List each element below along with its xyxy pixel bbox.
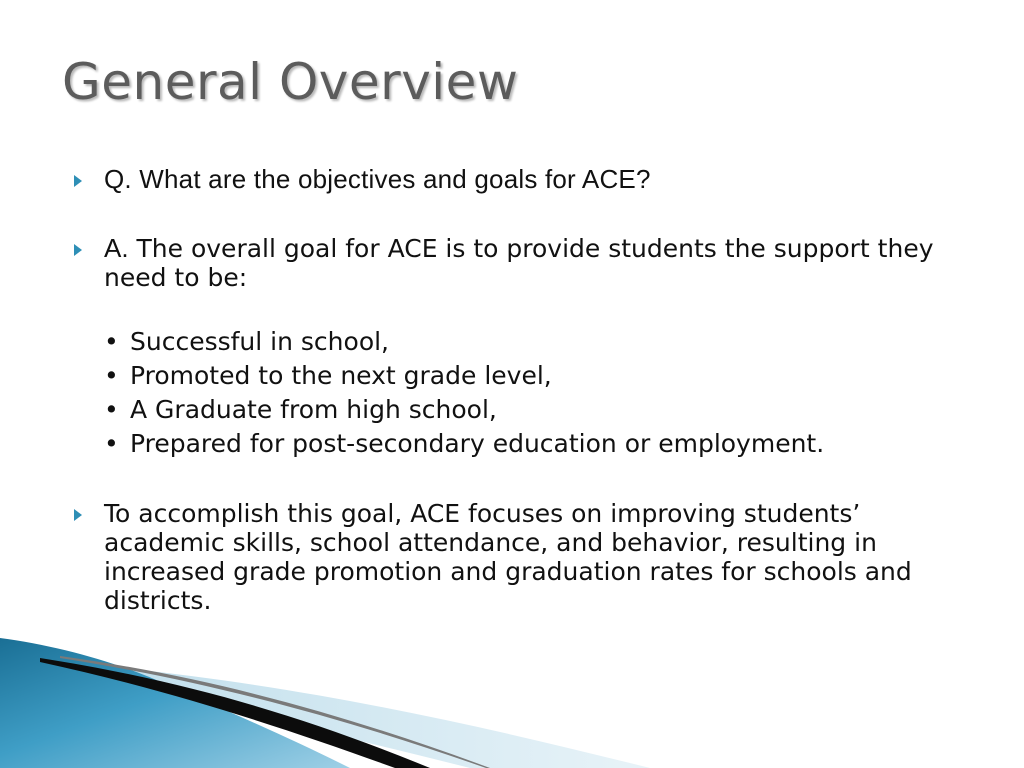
- list-item-text: Prepared for post-secondary education or employment.: [130, 429, 825, 458]
- arrow-bullet-icon: [74, 244, 82, 256]
- list-item: [104, 393, 972, 427]
- list-item-text: Promoted to the next grade level,: [130, 361, 552, 390]
- list-item: [104, 325, 972, 359]
- question-text: Q. What are the objectives and goals for ACE?: [104, 164, 651, 194]
- list-item: [104, 359, 972, 393]
- closing-paragraph: [72, 499, 972, 615]
- answer-label: A.: [104, 233, 129, 263]
- bullet-dot-icon: •: [104, 395, 119, 424]
- goals-list: [104, 325, 972, 461]
- arrow-bullet-icon: [74, 509, 82, 521]
- answer-text: The overall goal for ACE is to provide students the support they need to be:: [104, 234, 934, 292]
- bullet-dot-icon: •: [104, 361, 119, 390]
- slide-title: General Overview: [62, 53, 519, 111]
- slide-content: [72, 165, 972, 615]
- list-item: [104, 427, 972, 461]
- arrow-bullet-icon: [74, 175, 82, 187]
- question-paragraph: [72, 165, 972, 194]
- closing-text: To accomplish this goal, ACE focuses on improving students’ academic skills, school attendance, and behavior, resulting in increased grade promotion and graduation rates for schools and districts.: [104, 499, 912, 615]
- answer-paragraph: [72, 234, 972, 292]
- list-item-text: A Graduate from high school,: [130, 395, 497, 424]
- bullet-dot-icon: •: [104, 429, 119, 458]
- bullet-dot-icon: •: [104, 327, 119, 356]
- decorative-swoosh: [0, 638, 1024, 768]
- list-item-text: Successful in school,: [130, 327, 390, 356]
